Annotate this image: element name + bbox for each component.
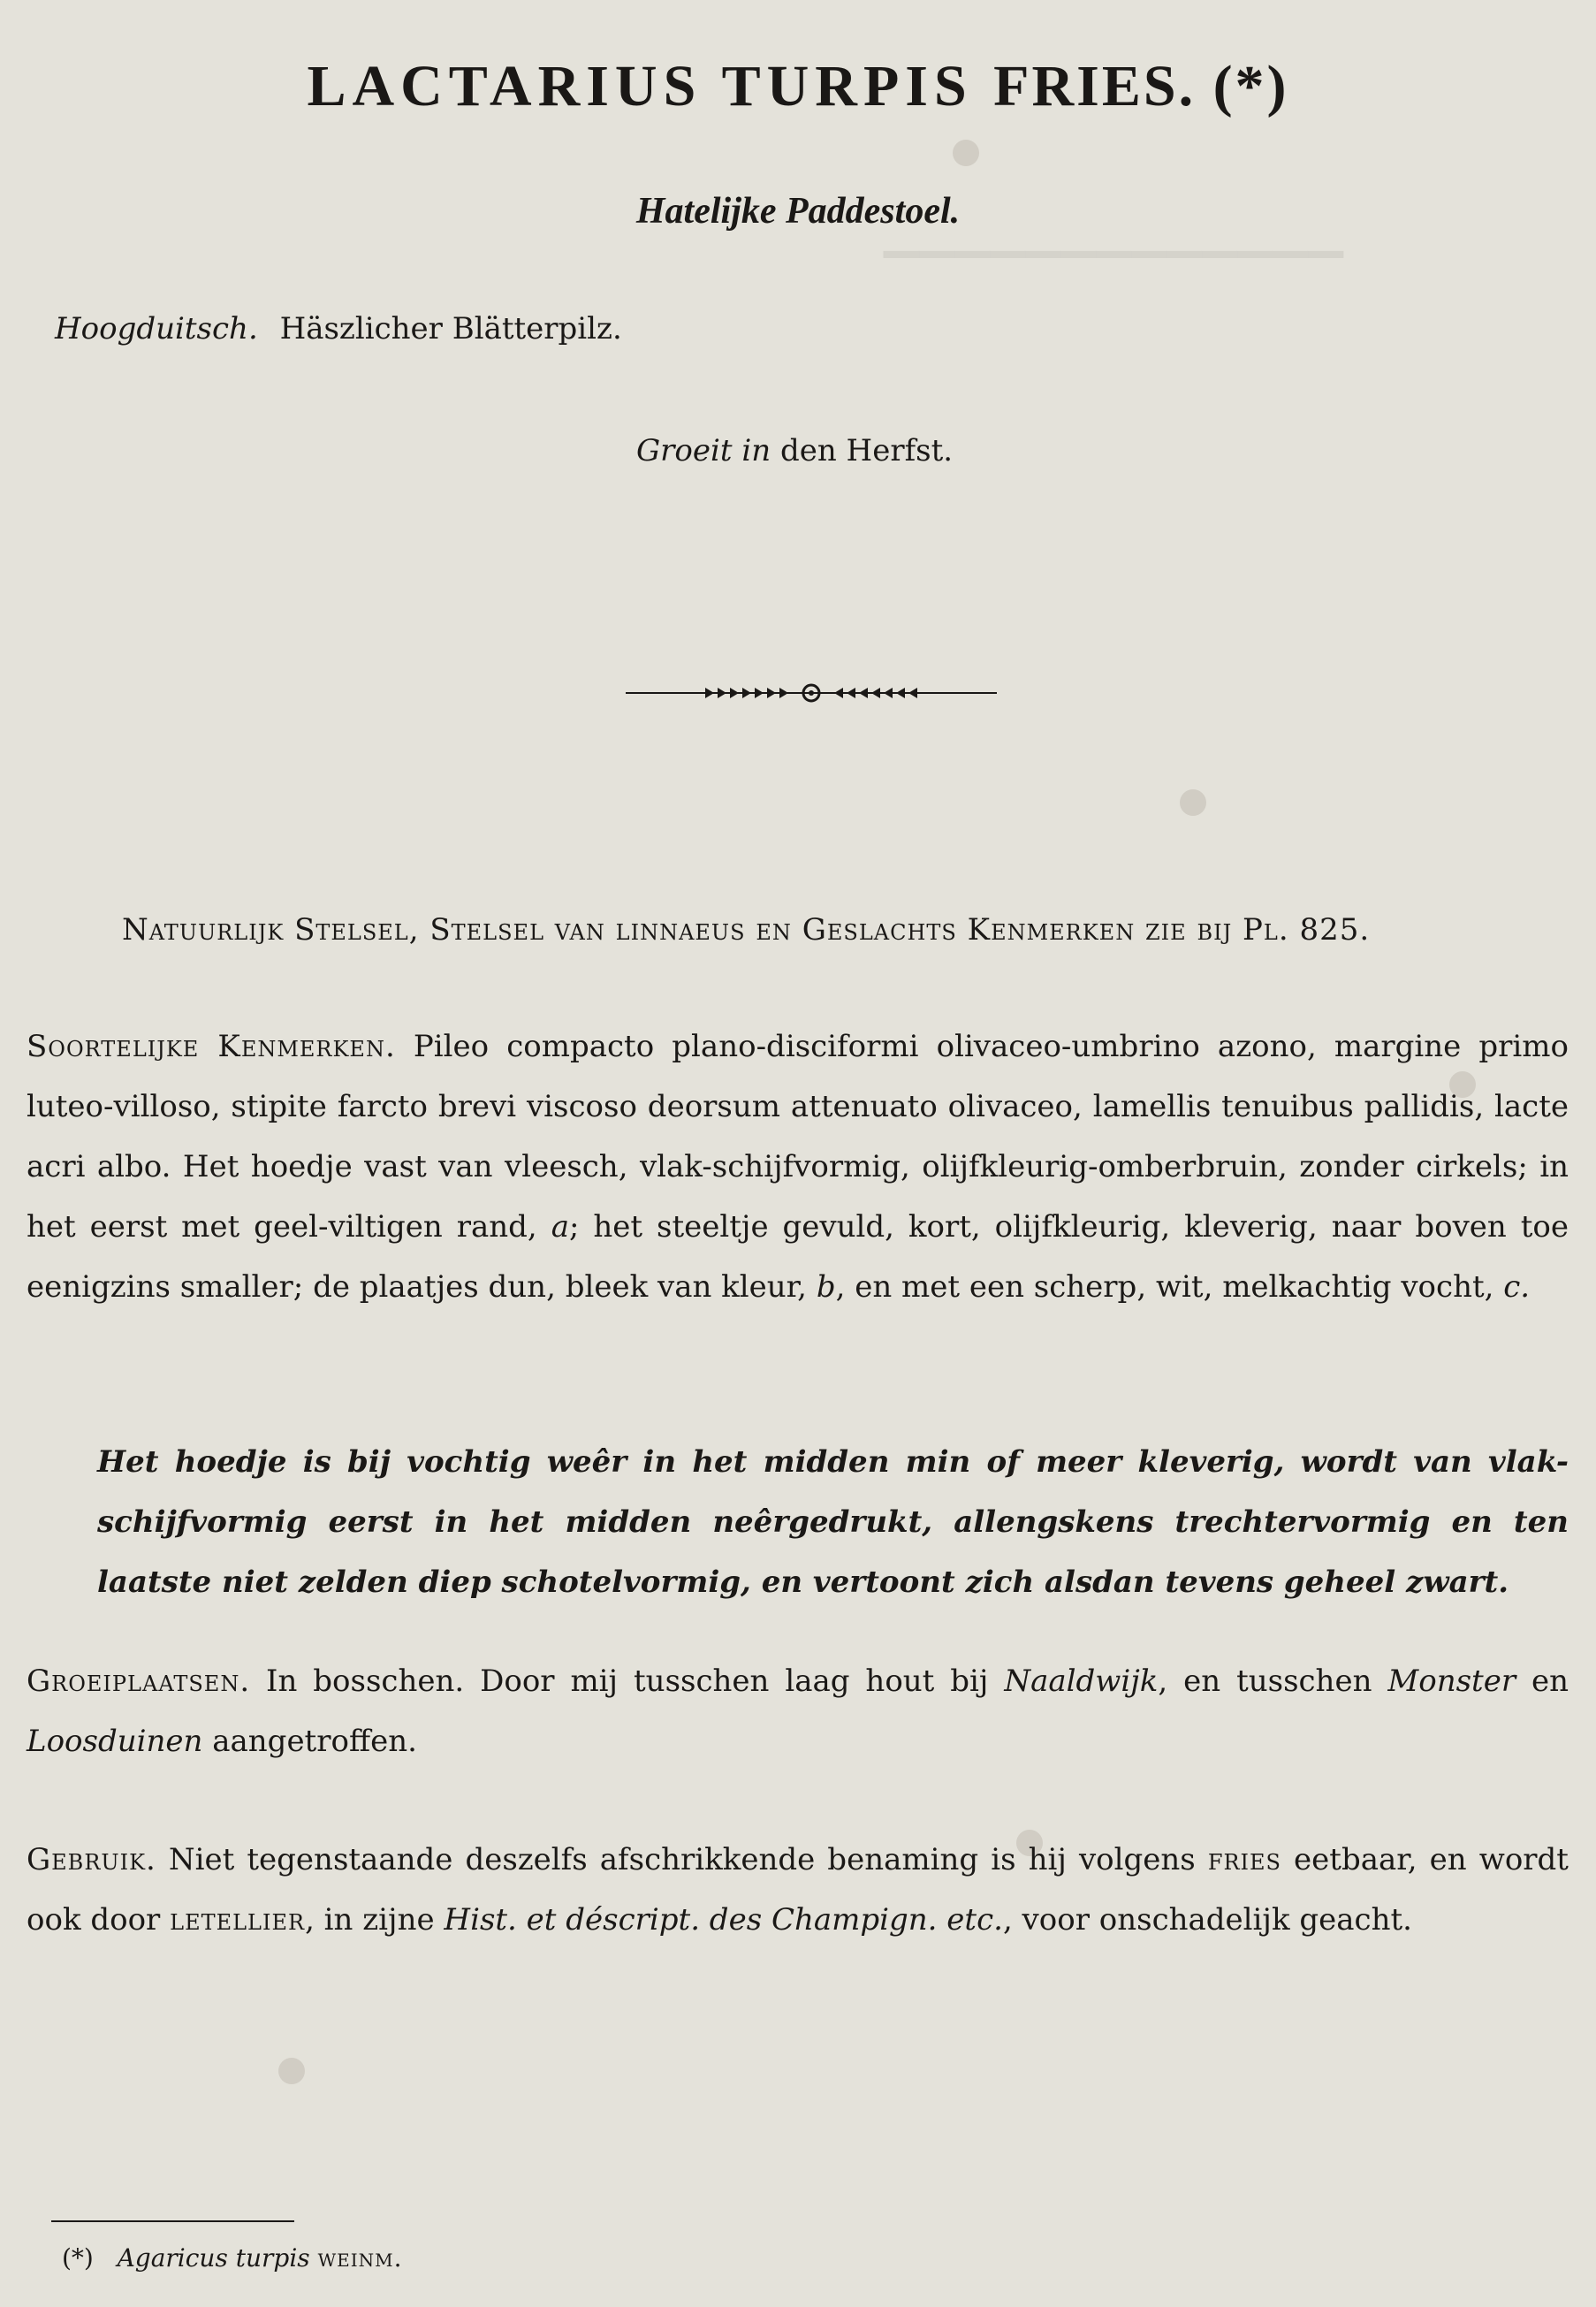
dutch-description-2: ; het steeltje gevuld, kort, olijfkleurig, kleverig, naar boven toe eenigzins smaller; de plaatjes dun, bleek van kleur, — [27, 1209, 1569, 1305]
species-name: LACTARIUS TURPIS — [307, 54, 973, 118]
habitat-text-2: , en tusschen — [1158, 1664, 1372, 1699]
figure-mark-a: a — [551, 1209, 569, 1245]
season-text-1: Groeit — [636, 433, 733, 468]
dutch-description-3: , en met een scherp, wit, melkachtig vocht, — [835, 1269, 1494, 1305]
page-title — [0, 53, 1596, 120]
german-name — [55, 311, 622, 346]
season-text-2: in — [741, 433, 771, 468]
cited-work: Hist. et déscript. des Champign. etc. — [444, 1902, 1003, 1938]
author-letellier: letellier — [170, 1902, 306, 1938]
season-text-3: den Herfst. — [779, 433, 954, 468]
figure-mark-c: c. — [1503, 1269, 1531, 1305]
place-loosduinen: Loosduinen — [27, 1724, 203, 1759]
dutch-name: Hatelijke Paddestoel. — [635, 191, 961, 232]
use-text-2: eetbaar, en wordt ook door — [27, 1842, 1569, 1938]
dutch-description-1: Het hoedje vast van vleesch, vlak-schijfvormig, olijfkleurig-omberbruin, zonder cirkels; in het eerst met geel-viltigen rand, — [27, 1149, 1569, 1245]
habitat-text-4: aangetroffen. — [212, 1724, 417, 1759]
use-text-4: , voor onschadelijk geacht. — [1002, 1902, 1412, 1938]
habitat-text-1: In bosschen. Door mij tusschen laag hout bij — [266, 1664, 989, 1699]
section-heading: Natuurlijk Stelsel, Stelsel van linnaeus en Geslachts Kenmerken zie bij Pl. 825. — [122, 912, 1371, 948]
footnote — [62, 2243, 403, 2273]
groeiplaatsen — [27, 1651, 1569, 1771]
paragraph-label: Groeiplaatsen. — [27, 1664, 251, 1699]
italic-note: Het hoedje is bij vochtig weêr in het midden min of meer kleverig, wordt van vlak-schijfvormig eerst in het midden neêrgedrukt, allengskens trechtervormig en ten laatste niet zelden diep schotelvormig, en vertoont zich alsdan tevens geheel zwart. — [97, 1444, 1569, 1600]
footnote-author: weinm. — [317, 2243, 403, 2273]
paper-spot — [278, 2058, 305, 2084]
season-line — [636, 433, 953, 468]
place-naaldwijk: Naaldwijk — [1004, 1664, 1159, 1699]
paragraph-label: Soortelijke Kenmerken. — [27, 1029, 396, 1064]
ornament-divider — [626, 681, 997, 705]
species-author: FRIES. (*) — [993, 54, 1289, 118]
soortelijke-kenmerken — [27, 1016, 1569, 1317]
author-fries: fries — [1207, 1842, 1281, 1877]
footnote-synonym: Agaricus turpis — [117, 2243, 310, 2273]
language-label: Hoogduitsch. — [55, 311, 258, 346]
gebruik — [27, 1830, 1569, 1950]
footnote-rule — [51, 2220, 294, 2222]
figure-mark-b: b — [816, 1269, 836, 1305]
paper-spot — [1180, 789, 1206, 816]
footnote-mark: (*) — [62, 2243, 94, 2273]
paragraph-label: Gebruik. — [27, 1842, 156, 1877]
latin-diagnosis: Pileo compacto plano-disciformi olivaceo-umbrino azono, margine primo luteo-villoso, stipite farcto brevi viscoso deorsum attenuato olivaceo, lamellis tenuibus pallidis, lacte acri albo. — [27, 1029, 1569, 1184]
german-name-text: Häszlicher Blätterpilz. — [279, 311, 622, 346]
use-text-3: , in zijne — [305, 1902, 435, 1938]
place-monster: Monster — [1387, 1664, 1516, 1699]
habitat-text-3: en — [1531, 1664, 1569, 1699]
bleed-through: ▁▁▁▁▁▁▁▁▁▁▁▁▁ — [884, 207, 1343, 257]
use-text-1: Niet tegenstaande deszelfs afschrikkende benaming is hij volgens — [168, 1842, 1196, 1877]
paper-spot — [953, 140, 979, 166]
